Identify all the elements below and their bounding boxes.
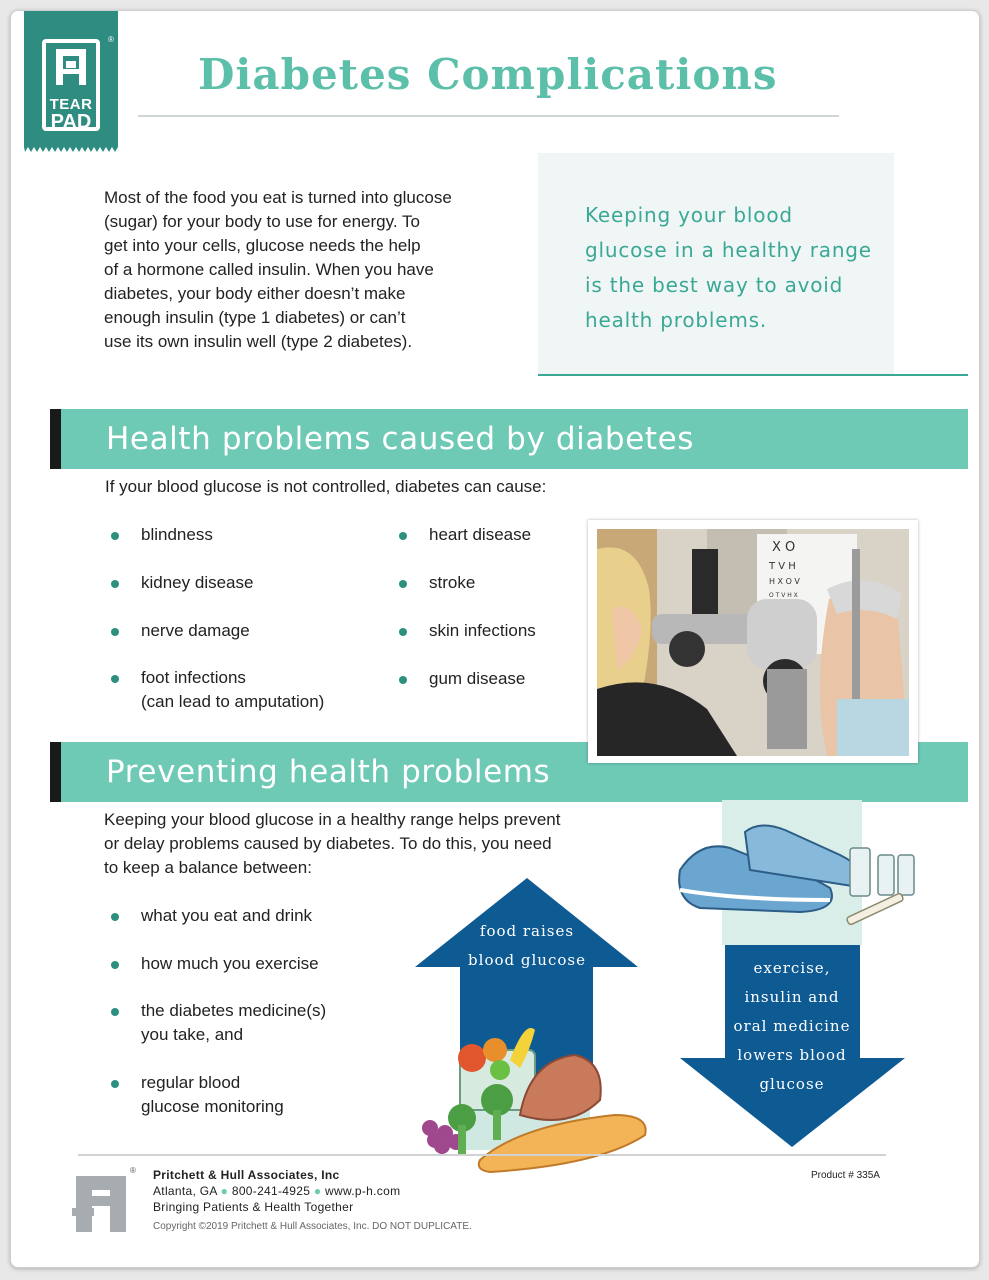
company-registered-mark: ® — [130, 1166, 136, 1175]
intro-line: enough insulin (type 1 diabetes) or can’t — [104, 308, 406, 327]
intro-line: get into your cells, glucose needs the help — [104, 236, 421, 255]
footer-company: Pritchett & Hull Associates, Inc — [153, 1168, 340, 1182]
logo-pad-text: PAD — [50, 111, 92, 133]
svg-text:O T V H X: O T V H X — [769, 592, 798, 599]
footer-divider — [78, 1154, 886, 1156]
intro-line: diabetes, your body either doesn’t make — [104, 284, 406, 303]
footer-tagline: Bringing Patients & Health Together — [153, 1200, 354, 1214]
up-arrow-label: food raises blood glucose — [468, 922, 586, 969]
bullet-icon — [399, 580, 407, 588]
prevent-line: or delay problems caused by diabetes. To do this, you need — [104, 834, 552, 853]
intro-line: (sugar) for your body to use for energy. To — [104, 212, 420, 231]
callout-line: health problems. — [585, 308, 767, 332]
svg-text:X O: X O — [772, 540, 796, 555]
callout-line: Keeping your blood — [585, 203, 793, 227]
page-title: Diabetes Complications — [198, 50, 778, 99]
list-item: what you eat and drink — [141, 904, 312, 928]
shoes-medicine-icon — [679, 825, 914, 925]
footer-copyright: Copyright ©2019 Pritchett & Hull Associates, Inc. DO NOT DUPLICATE. — [153, 1221, 472, 1232]
bullet-icon — [111, 1008, 119, 1016]
list-item: kidney disease — [141, 571, 253, 595]
list-item: regular blood glucose monitoring — [141, 1071, 284, 1119]
intro-paragraph — [104, 186, 524, 354]
callout-line: is the best way to avoid — [585, 273, 844, 297]
list-item: stroke — [429, 571, 475, 595]
bullet-icon — [399, 628, 407, 636]
list-item: foot infections (can lead to amputation) — [141, 666, 324, 714]
bullet-icon — [111, 675, 119, 683]
prevent-line: Keeping your blood glucose in a healthy range helps prevent — [104, 810, 561, 829]
tear-pad-logo — [24, 11, 118, 146]
bullet-icon — [111, 1080, 119, 1088]
list-item: the diabetes medicine(s) you take, and — [141, 999, 326, 1047]
bullet-icon — [399, 532, 407, 540]
logo-tear-text: TEAR — [49, 96, 93, 113]
list-item: how much you exercise — [141, 952, 319, 976]
footer-phone: 800-241-4925 — [231, 1184, 311, 1198]
section-heading-text: Health problems caused by diabetes — [106, 421, 695, 457]
eye-exam-photo — [588, 520, 918, 763]
svg-text:T V H: T V H — [769, 561, 796, 572]
list-item: blindness — [141, 523, 213, 547]
heading-accent-bar — [50, 742, 61, 802]
product-number: Product # 335A — [811, 1170, 880, 1181]
logo-registered-mark: ® — [108, 35, 114, 44]
prevent-line: to keep a balance between: — [104, 858, 312, 877]
down-arrow-label: exercise, insulin and oral medicine lowers blood glucose — [733, 959, 851, 1093]
heading-accent-bar — [50, 409, 61, 469]
bullet-icon — [399, 676, 407, 684]
footer-contact — [153, 1184, 400, 1198]
bullet-icon — [111, 580, 119, 588]
section-heading-text: Preventing health problems — [106, 754, 551, 790]
section-heading-health-problems — [50, 409, 968, 469]
callout-line: glucose in a healthy range — [585, 238, 872, 262]
footer-website[interactable]: www.p-h.com — [325, 1184, 401, 1198]
eye-exam-illustration — [597, 529, 909, 756]
list-item: skin infections — [429, 619, 536, 643]
bullet-icon — [111, 628, 119, 636]
bullet-icon — [111, 532, 119, 540]
tear-edge-decoration — [24, 145, 118, 152]
separator-dot-icon: ● — [313, 1184, 322, 1198]
section1-lead: If your blood glucose is not controlled, diabetes can cause: — [105, 477, 547, 496]
bullet-icon — [111, 913, 119, 921]
separator-dot-icon: ● — [220, 1184, 229, 1198]
svg-text:H X O V: H X O V — [769, 577, 800, 586]
list-item: heart disease — [429, 523, 531, 547]
callout-underline — [538, 374, 968, 376]
company-logo-icon — [72, 1172, 138, 1234]
footer-city: Atlanta, GA — [153, 1184, 218, 1198]
bullet-icon — [111, 961, 119, 969]
intro-line: Most of the food you eat is turned into glucose — [104, 188, 452, 207]
title-divider — [138, 115, 839, 117]
intro-line: of a hormone called insulin. When you have — [104, 260, 434, 279]
list-item: gum disease — [429, 667, 525, 691]
list-item: nerve damage — [141, 619, 250, 643]
callout-text — [585, 198, 885, 338]
intro-line: use its own insulin well (type 2 diabetes). — [104, 332, 413, 351]
